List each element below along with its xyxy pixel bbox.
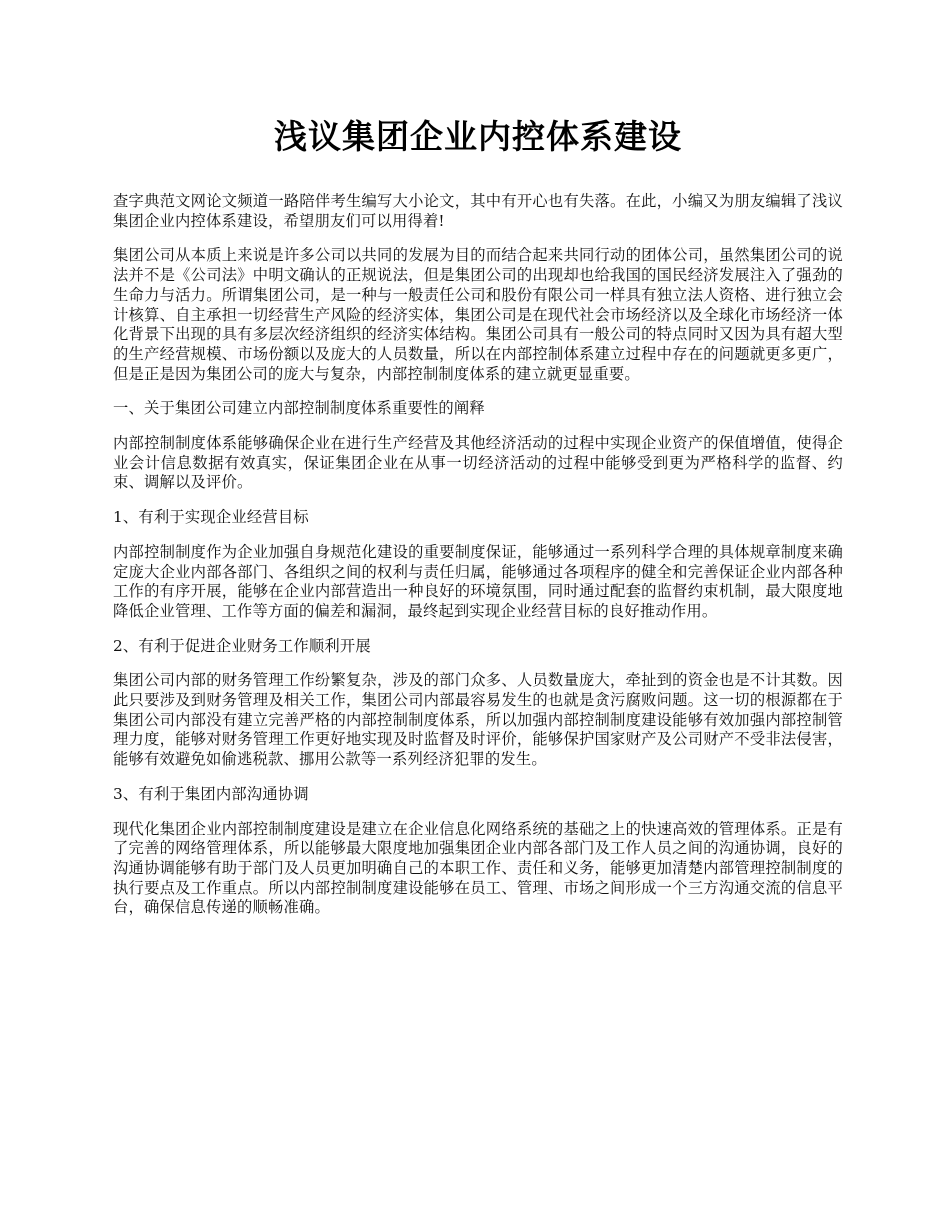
body-paragraph: 内部控制制度作为企业加强自身规范化建设的重要制度保证，能够通过一系列科学合理的具体规章制度来确定庞大企业内部各部门、各组织之间的权利与责任归属，能够通过各项程序的健全和完善保证企业内部各种工作的有序开展，能够在企业内部营造出一种良好的环境氛围，同时通过配套的监督约束机制，最大限度地降低企业管理、工作等方面的偏差和漏洞，最终起到实现企业经营目标的良好推动作用。: [113, 542, 843, 620]
body-paragraph: 现代化集团企业内部控制制度建设是建立在企业信息化网络系统的基础之上的快速高效的管理体系。正是有了完善的网络管理体系，所以能够最大限度地加强集团企业内部各部门及工作人员之间的沟通协调，良好的沟通协调能够有助于部门及人员更加明确自己的本职工作、责任和义务，能够更加清楚内部管理控制制度的执行要点及工作重点。所以内部控制制度建设能够在员工、管理、市场之间形成一个三方沟通交流的信息平台，确保信息传递的顺畅准确。: [113, 819, 843, 917]
document-page: [113, 110, 843, 933]
subsection-heading: 1、有利于实现企业经营目标: [113, 508, 309, 527]
subsection-heading: 3、有利于集团内部沟通协调: [113, 784, 309, 803]
body-paragraph: 集团公司从本质上来说是许多公司以共同的发展为目的而结合起来共同行动的团体公司，虽然集团公司的说法并不是《公司法》中明文确认的正规说法，但是集团公司的出现却也给我国的国民经济发展注入了强劲的生命力与活力。所谓集团公司，是一种与一般责任公司和股份有限公司一样具有独立法人资格、进行独立会计核算、自主承担一切经营生产风险的经济实体，集团公司是在现代社会市场经济以及全球化市场经济一体化背景下出现的具有多层次经济组织的经济实体结构。集团公司具有一般公司的特点同时又因为具有超大型的生产经营规模、市场份额以及庞大的人员数量，所以在内部控制体系建立过程中存在的问题就更多更广，但是正是因为集团公司的庞大与复杂，内部控制制度体系的建立就更显重要。: [113, 246, 843, 383]
section-heading: 一、关于集团公司建立内部控制制度体系重要性的阐释: [113, 399, 485, 418]
subsection-heading: 2、有利于促进企业财务工作顺利开展: [113, 636, 371, 655]
document-title: 浅议集团企业内控体系建设: [274, 117, 682, 156]
body-paragraph: 内部控制制度体系能够确保企业在进行生产经营及其他经济活动的过程中实现企业资产的保值增值，使得企业会计信息数据有效真实，保证集团企业在从事一切经济活动的过程中能够受到更为严格科学的监督、约束、调解以及评价。: [113, 434, 843, 492]
intro-paragraph: 查字典范文网论文频道一路陪伴考生编写大小论文，其中有开心也有失落。在此，小编又为朋友编辑了浅议集团企业内控体系建设，希望朋友们可以用得着!: [113, 192, 843, 230]
body-paragraph: 集团公司内部的财务管理工作纷繁复杂，涉及的部门众多、人员数量庞大，牵扯到的资金也是不计其数。因此只要涉及到财务管理及相关工作，集团公司内部最容易发生的也就是贪污腐败问题。这一切的根源都在于集团公司内部没有建立完善严格的内部控制制度体系，所以加强内部控制制度建设能够有效加强内部控制管理力度，能够对财务管理工作更好地实现及时监督及时评价，能够保护国家财产及公司财产不受非法侵害，能够有效避免如偷逃税款、挪用公款等一系列经济犯罪的发生。: [113, 671, 843, 769]
